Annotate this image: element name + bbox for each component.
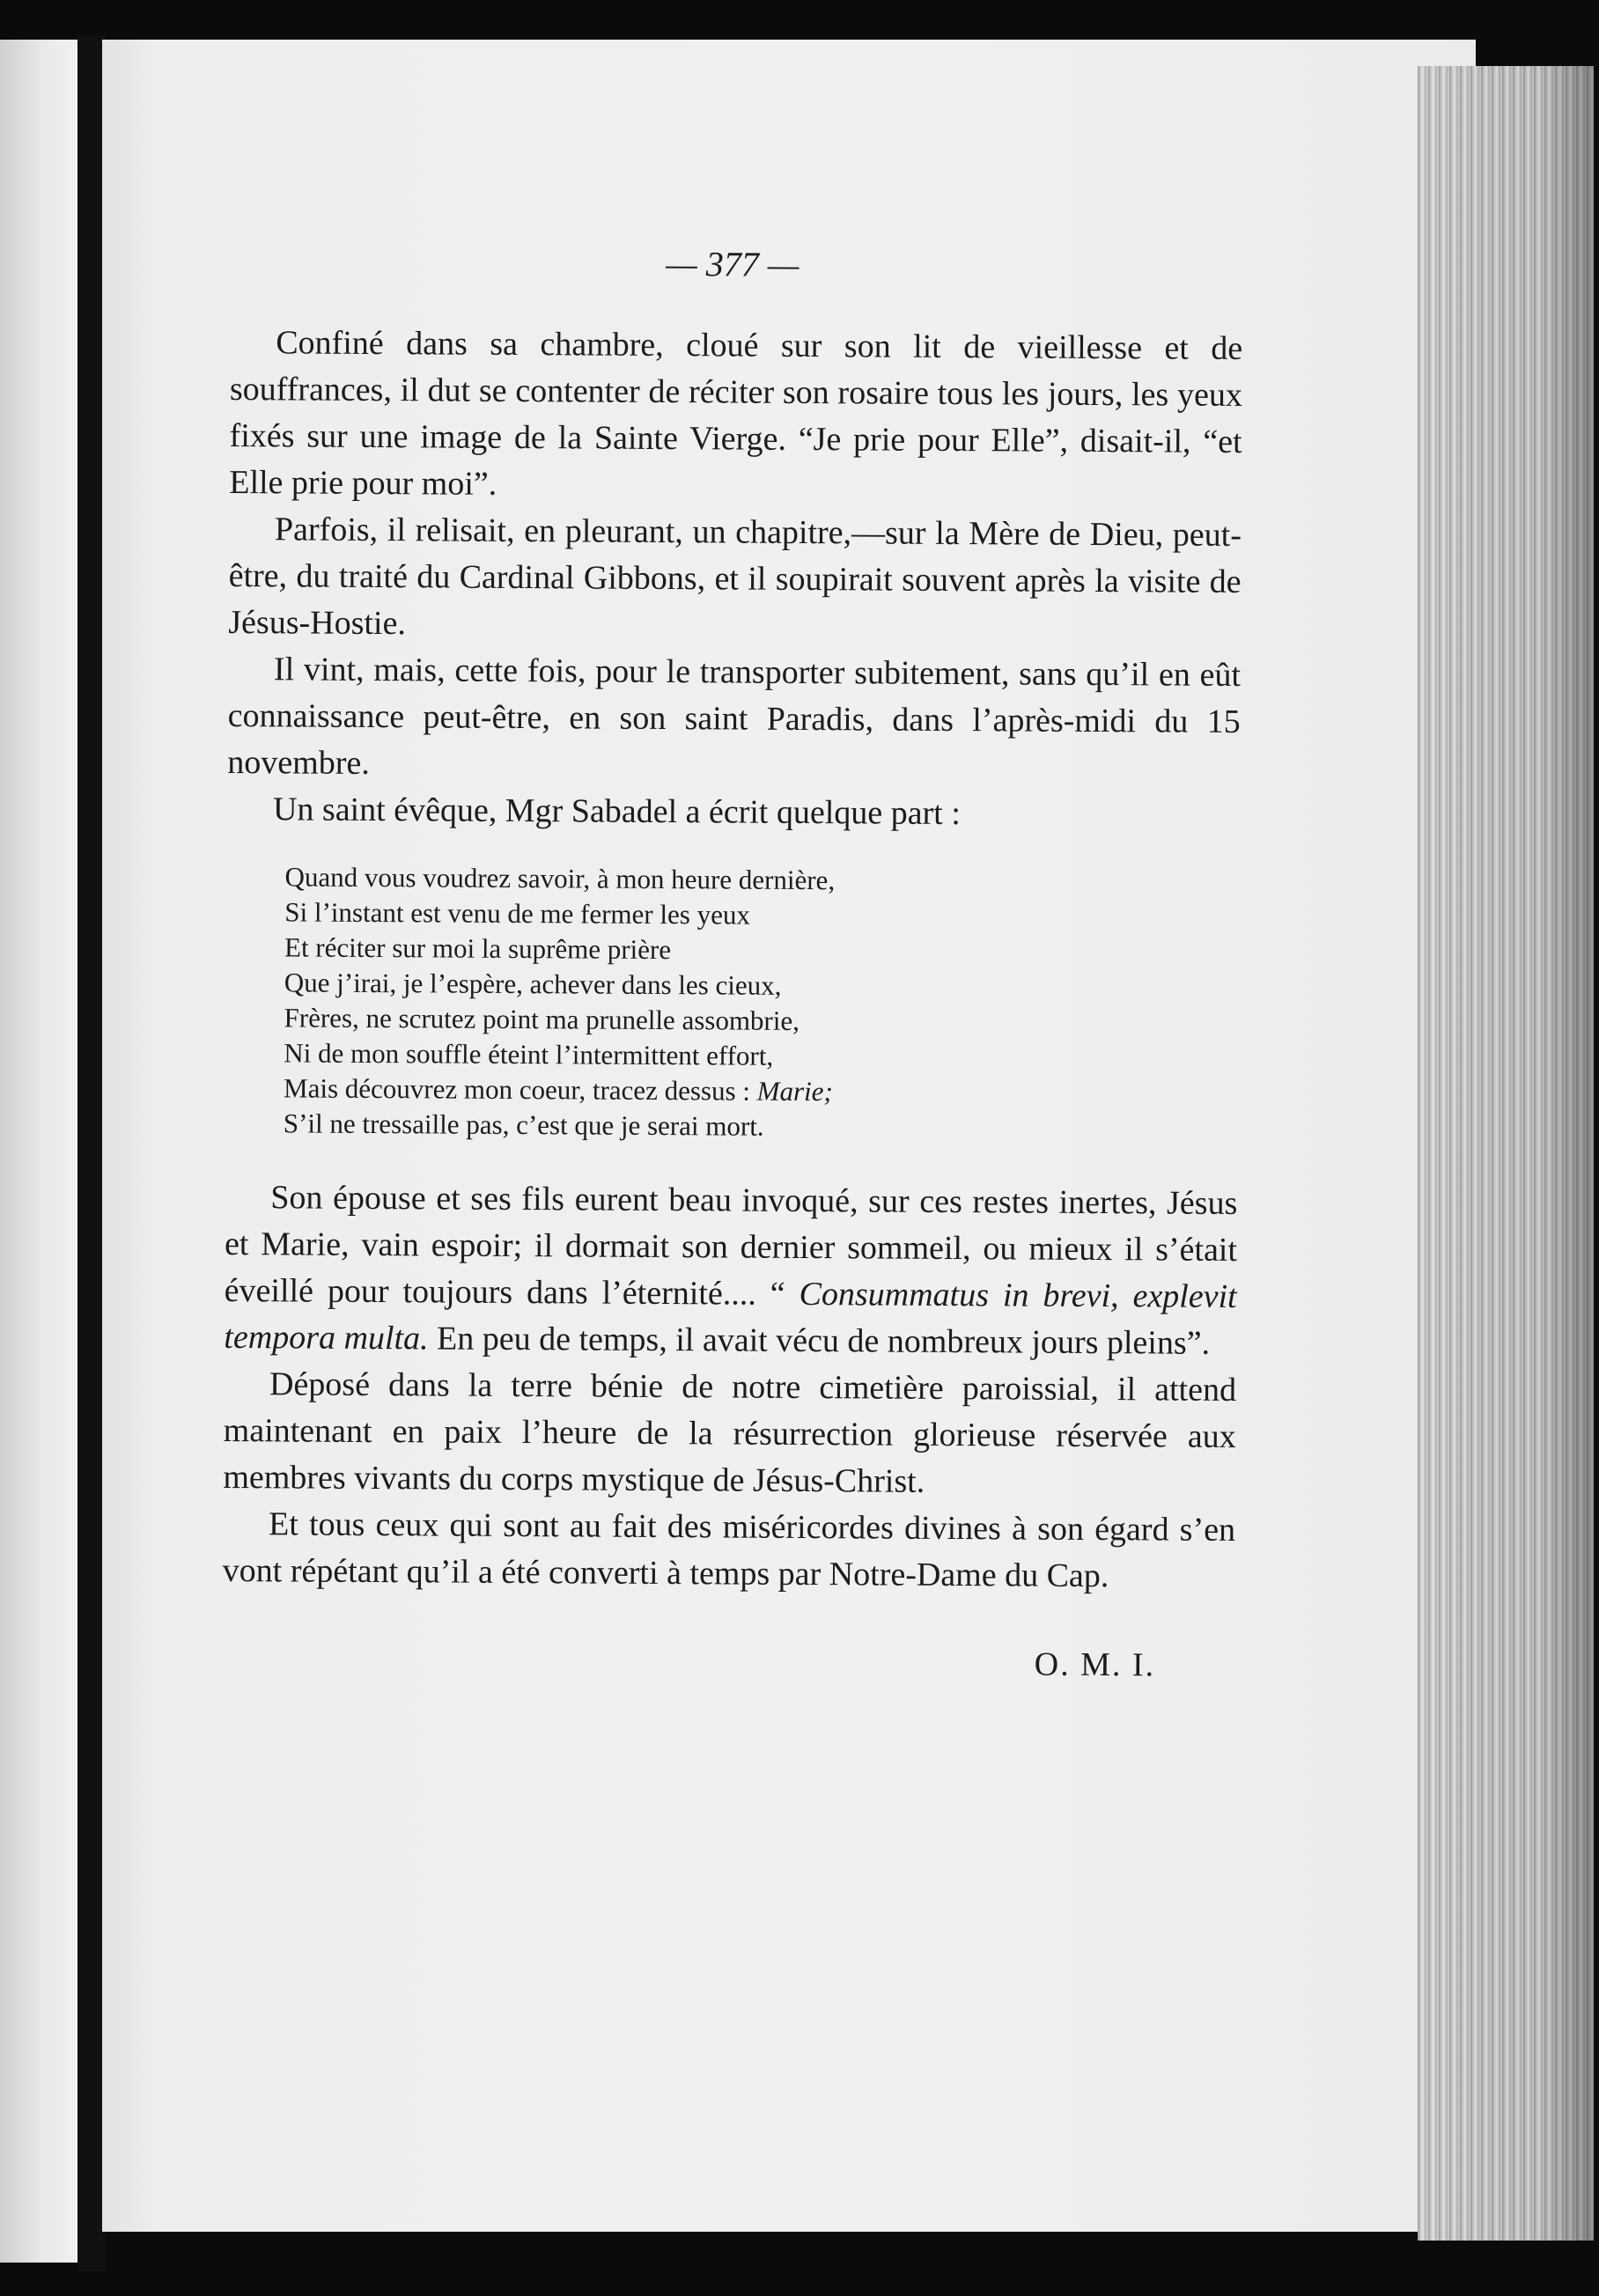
poem-line: Que j’irai, je l’espère, achever dans les cieux, bbox=[284, 967, 782, 1001]
poem bbox=[284, 859, 1240, 1147]
paragraph-son-epouse-start: Son épouse et ses fils eurent beau invoqué, sur ces restes inertes, Jésus et Marie, vain espoir; il dormait son dernier sommeil, ou mieux il s’était éveillé pour toujours dans l’éternité.... “ bbox=[224, 1179, 1238, 1313]
paragraph-il-vint: Il vint, mais, cette fois, pour le transporter subitement, sans qu’il en eût connaissance peut-être, en son saint Paradis, dans l’après-midi du 15 novembre. bbox=[227, 651, 1242, 782]
paragraph-parfois: Parfois, il relisait, en pleurant, un chapitre,—sur la Mère de Dieu, peut-être, du traité du Cardinal Gibbons, et il soupirait souvent après la visite de Jésus-Hostie. bbox=[228, 511, 1242, 643]
poem-line: Et réciter sur moi la suprême prière bbox=[284, 931, 672, 966]
poem-line: Frères, ne scrutez point ma prunelle assombrie, bbox=[284, 1002, 800, 1036]
paragraph-son-epouse bbox=[224, 1174, 1237, 1367]
poem-line: Quand vous voudrez savoir, à mon heure dernière, bbox=[284, 861, 836, 896]
poem-line: S’il ne tressaille pas, c’est que je serai mort. bbox=[283, 1108, 764, 1142]
signature: O. M. I. bbox=[1034, 1645, 1156, 1684]
paragraph-confine: Confiné dans sa chambre, cloué sur son lit de vieillesse et de souffrances, il dut se contenter de réciter son rosaire tous les jours, les yeux fixés sur une image de la Sainte Vierge. “Je prie pour Elle”, disait-il, “et Elle prie pour moi”. bbox=[229, 324, 1243, 503]
paragraph-son-epouse-end: En peu de temps, il avait vécu de nombreux jours pleins”. bbox=[428, 1320, 1211, 1362]
poem-line: Si l’instant est venu de me fermer les yeux bbox=[284, 896, 750, 931]
previous-page-edge bbox=[0, 40, 77, 2263]
poem-line: Ni de mon souffle éteint l’intermittent effort, bbox=[284, 1037, 774, 1071]
page-number: — 377 — bbox=[666, 244, 800, 284]
latin-quote: Consummatus in brevi, explevit tempora multa. bbox=[224, 1275, 1237, 1358]
poem-line-prefix: Mais découvrez mon coeur, tracez dessus : bbox=[283, 1072, 757, 1107]
paragraph-depose: Déposé dans la terre bénie de notre cimetière paroissial, il attend maintenant en paix l’heure de la résurrection glorieuse réservée aux membres vivants du corps mystique de Jésus-Christ. bbox=[223, 1365, 1237, 1500]
paragraph-saint-eveque: Un saint évêque, Mgr Sabadel a écrit quelque part : bbox=[272, 791, 961, 833]
page-text bbox=[222, 238, 1243, 1689]
poem-word-marie: Marie; bbox=[756, 1075, 833, 1108]
paragraph-et-tous: Et tous ceux qui sont au fait des miséricordes divines à son égard s’en vont répétant qu’il a été converti à temps par Notre-Dame du Cap. bbox=[222, 1505, 1236, 1595]
page-stack-shadow bbox=[1418, 66, 1594, 2241]
poem-line-marie bbox=[284, 1071, 1238, 1112]
